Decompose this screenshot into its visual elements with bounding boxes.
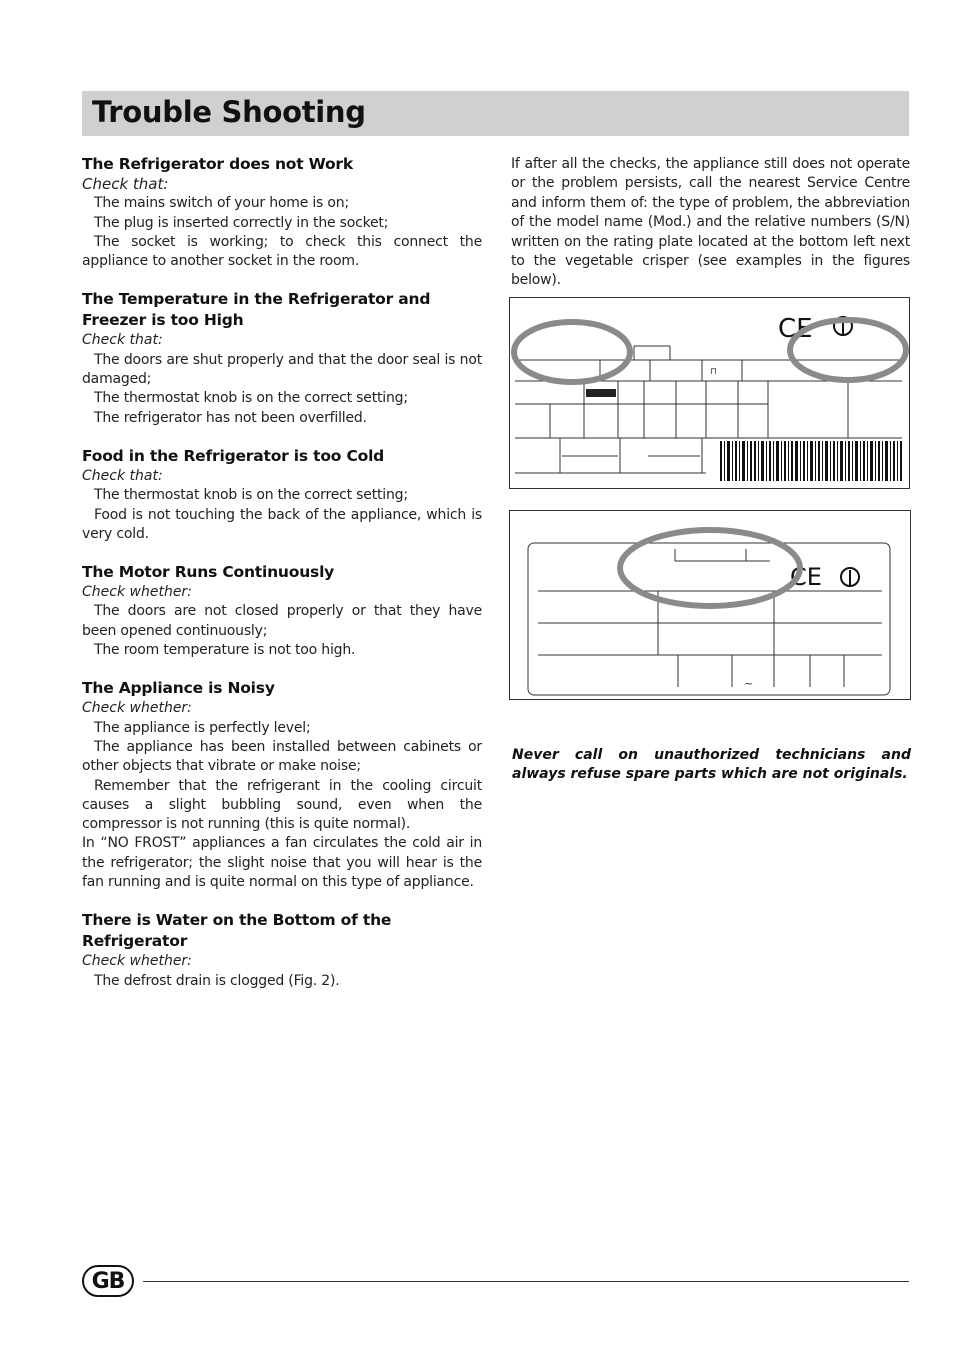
check-item: The plug is inserted correctly in the socket;: [94, 214, 389, 231]
section-too-cold: [82, 446, 482, 544]
rating-plate-figure-1: [509, 297, 910, 489]
check-item: The thermostat knob is on the correct setting;: [94, 390, 408, 407]
check-item: The mains switch of your home is on;: [94, 195, 349, 212]
ce-mark: CE: [778, 314, 813, 344]
warning-note: Never call on unauthorized technicians and always refuse spare parts which are not originals.: [512, 747, 911, 783]
section-motor-runs: [82, 562, 482, 660]
check-label: Check whether:: [82, 953, 192, 970]
section-not-working: [82, 154, 482, 271]
ac-tilde: ~: [744, 677, 754, 690]
ce-mark: CE: [790, 563, 822, 591]
title-bar: [82, 91, 909, 136]
section-heading: The Temperature in the Refrigerator and Freezer is too High: [82, 290, 431, 330]
check-label: Check whether:: [82, 700, 192, 717]
language-badge: GB: [82, 1265, 134, 1297]
check-item: The thermostat knob is on the correct setting;: [94, 487, 408, 504]
check-item: The appliance has been installed between cabinets or other objects that vibrate or make noise;: [82, 738, 482, 775]
footer-rule: [143, 1281, 909, 1282]
section-heading: There is Water on the Bottom of the Refrigerator: [82, 911, 392, 951]
section-noisy: [82, 678, 482, 892]
check-item: The doors are not closed properly or that they have been opened continuously;: [82, 603, 482, 639]
section-water-on-bottom: [82, 910, 482, 991]
check-item: Food is not touching the back of the appliance, which is very cold.: [82, 506, 482, 542]
check-item: The socket is working; to check this connect the appliance to another socket in the room.: [82, 233, 482, 270]
section-heading: The Motor Runs Continuously: [82, 563, 335, 582]
check-item: The refrigerator has not been overfilled.: [94, 409, 367, 426]
check-item: The appliance is perfectly level;: [94, 719, 311, 736]
check-item: The room temperature is not too high.: [94, 642, 356, 659]
rating-plate-1-drawing: [510, 298, 909, 488]
rating-plate-figure-2: [509, 510, 911, 700]
section-heading: The Appliance is Noisy: [82, 679, 275, 698]
svg-text:⊓: ⊓: [710, 367, 718, 377]
check-label: Check whether:: [82, 584, 192, 601]
check-item: The doors are shut properly and that the door seal is not damaged;: [82, 351, 482, 388]
section-temperature-too-high: [82, 289, 482, 427]
page-title: Trouble Shooting: [92, 95, 366, 129]
check-item: The defrost drain is clogged (Fig. 2).: [94, 972, 340, 989]
check-note: In “NO FROST” appliances a fan circulates the cold air in the refrigerator; the slight noise that you will hear is the fan running and is quite normal on this type of appliance.: [82, 835, 482, 891]
check-label: Check that:: [82, 332, 163, 349]
service-instructions: If after all the checks, the appliance still does not operate or the problem persists, call the nearest Service Centre and inform them of: the type of problem, the abbreviation of the model name (Mod.) and the relative numbers (S/N) written on the rating plate located at the bottom left next to the vegetable crisper (see examples in the figures below).: [511, 156, 910, 289]
check-item: Remember that the refrigerant in the cooling circuit causes a slight bubbling sound, even when the compressor is not running (this is quite normal).: [82, 777, 482, 833]
left-column: [82, 154, 482, 1009]
section-heading: Food in the Refrigerator is too Cold: [82, 446, 385, 465]
rating-plate-2-drawing: [510, 511, 910, 699]
section-heading: The Refrigerator does not Work: [82, 155, 353, 173]
check-label: Check that:: [82, 467, 163, 484]
check-label: Check that:: [82, 175, 169, 193]
